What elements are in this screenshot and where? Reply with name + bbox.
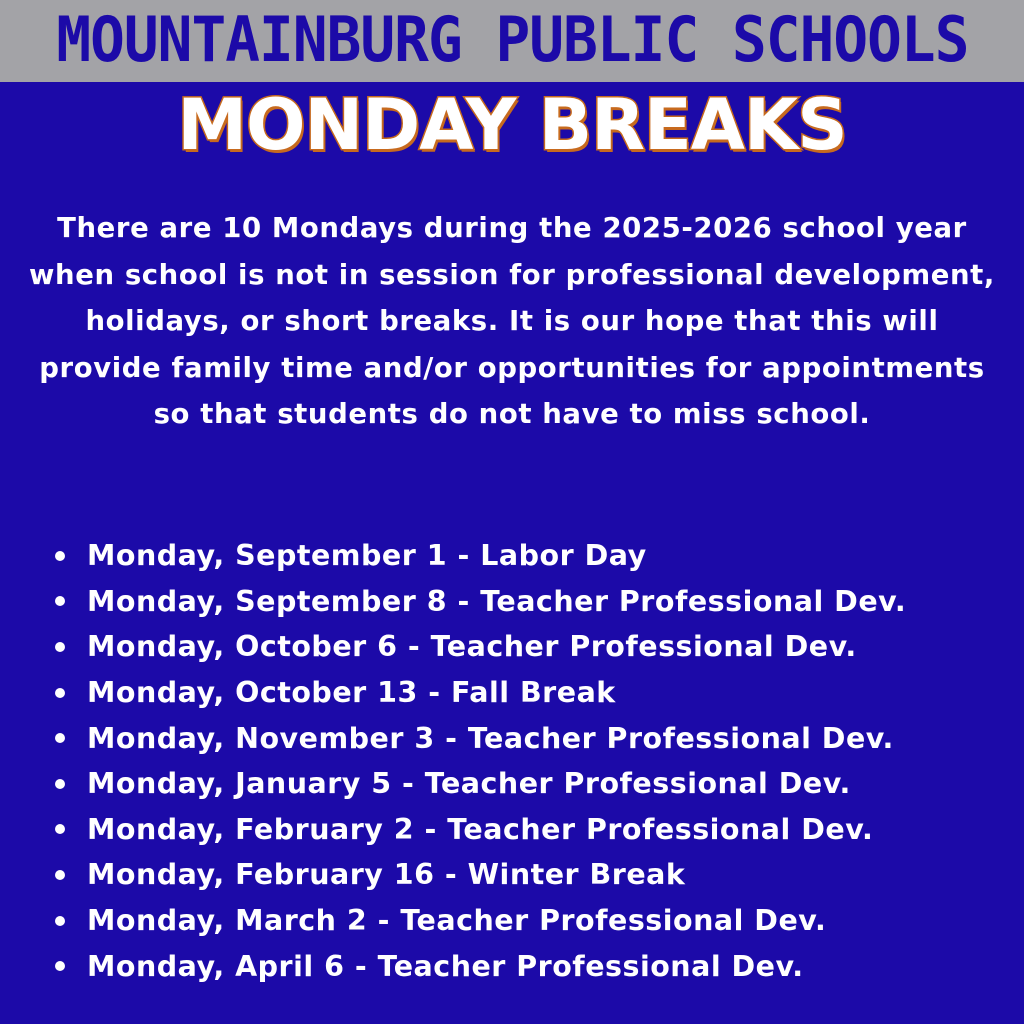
list-item bbox=[55, 898, 1005, 944]
bullet-icon bbox=[55, 551, 65, 561]
bullet-icon bbox=[55, 596, 65, 606]
school-name: MOUNTAINBURG PUBLIC SCHOOLS bbox=[55, 3, 969, 76]
bullet-icon bbox=[55, 733, 65, 743]
header-banner bbox=[0, 0, 1024, 82]
list-item-text: Monday, September 1 - Labor Day bbox=[87, 539, 647, 573]
list-item-text: Monday, November 3 - Teacher Professional Dev. bbox=[87, 721, 894, 755]
list-item-text: Monday, January 5 - Teacher Professional Dev. bbox=[87, 767, 851, 801]
list-item bbox=[55, 807, 1005, 853]
list-item bbox=[55, 624, 1005, 670]
list-item bbox=[55, 670, 1005, 716]
list-item bbox=[55, 715, 1005, 761]
list-item-text: Monday, September 8 - Teacher Professional Dev. bbox=[87, 584, 907, 618]
monday-break-list bbox=[55, 533, 1005, 989]
bullet-icon bbox=[55, 824, 65, 834]
list-item-text: Monday, April 6 - Teacher Professional Dev. bbox=[87, 949, 804, 983]
intro-paragraph: There are 10 Mondays during the 2025-2026 school year when school is not in session for professional development, holidays, or short breaks. It is our hope that this will provide family time and/or opportunities for appointments so that students do not have to miss school. bbox=[29, 212, 995, 430]
list-item bbox=[55, 852, 1005, 898]
bullet-icon bbox=[55, 642, 65, 652]
list-item-text: Monday, February 2 - Teacher Professional Dev. bbox=[87, 812, 874, 846]
list-item-text: Monday, March 2 - Teacher Professional Dev. bbox=[87, 904, 827, 938]
bullet-icon bbox=[55, 779, 65, 789]
bullet-icon bbox=[55, 916, 65, 926]
list-item bbox=[55, 579, 1005, 625]
list-item-text: Monday, October 13 - Fall Break bbox=[87, 676, 616, 710]
list-item-text: Monday, October 6 - Teacher Professional Dev. bbox=[87, 630, 857, 664]
bullet-icon bbox=[55, 688, 65, 698]
list-item bbox=[55, 761, 1005, 807]
list-item-text: Monday, February 16 - Winter Break bbox=[87, 858, 686, 892]
page-title: MONDAY BREAKS bbox=[177, 84, 847, 166]
bullet-icon bbox=[55, 961, 65, 971]
list-item bbox=[55, 943, 1005, 989]
list-item bbox=[55, 533, 1005, 579]
bullet-icon bbox=[55, 870, 65, 880]
